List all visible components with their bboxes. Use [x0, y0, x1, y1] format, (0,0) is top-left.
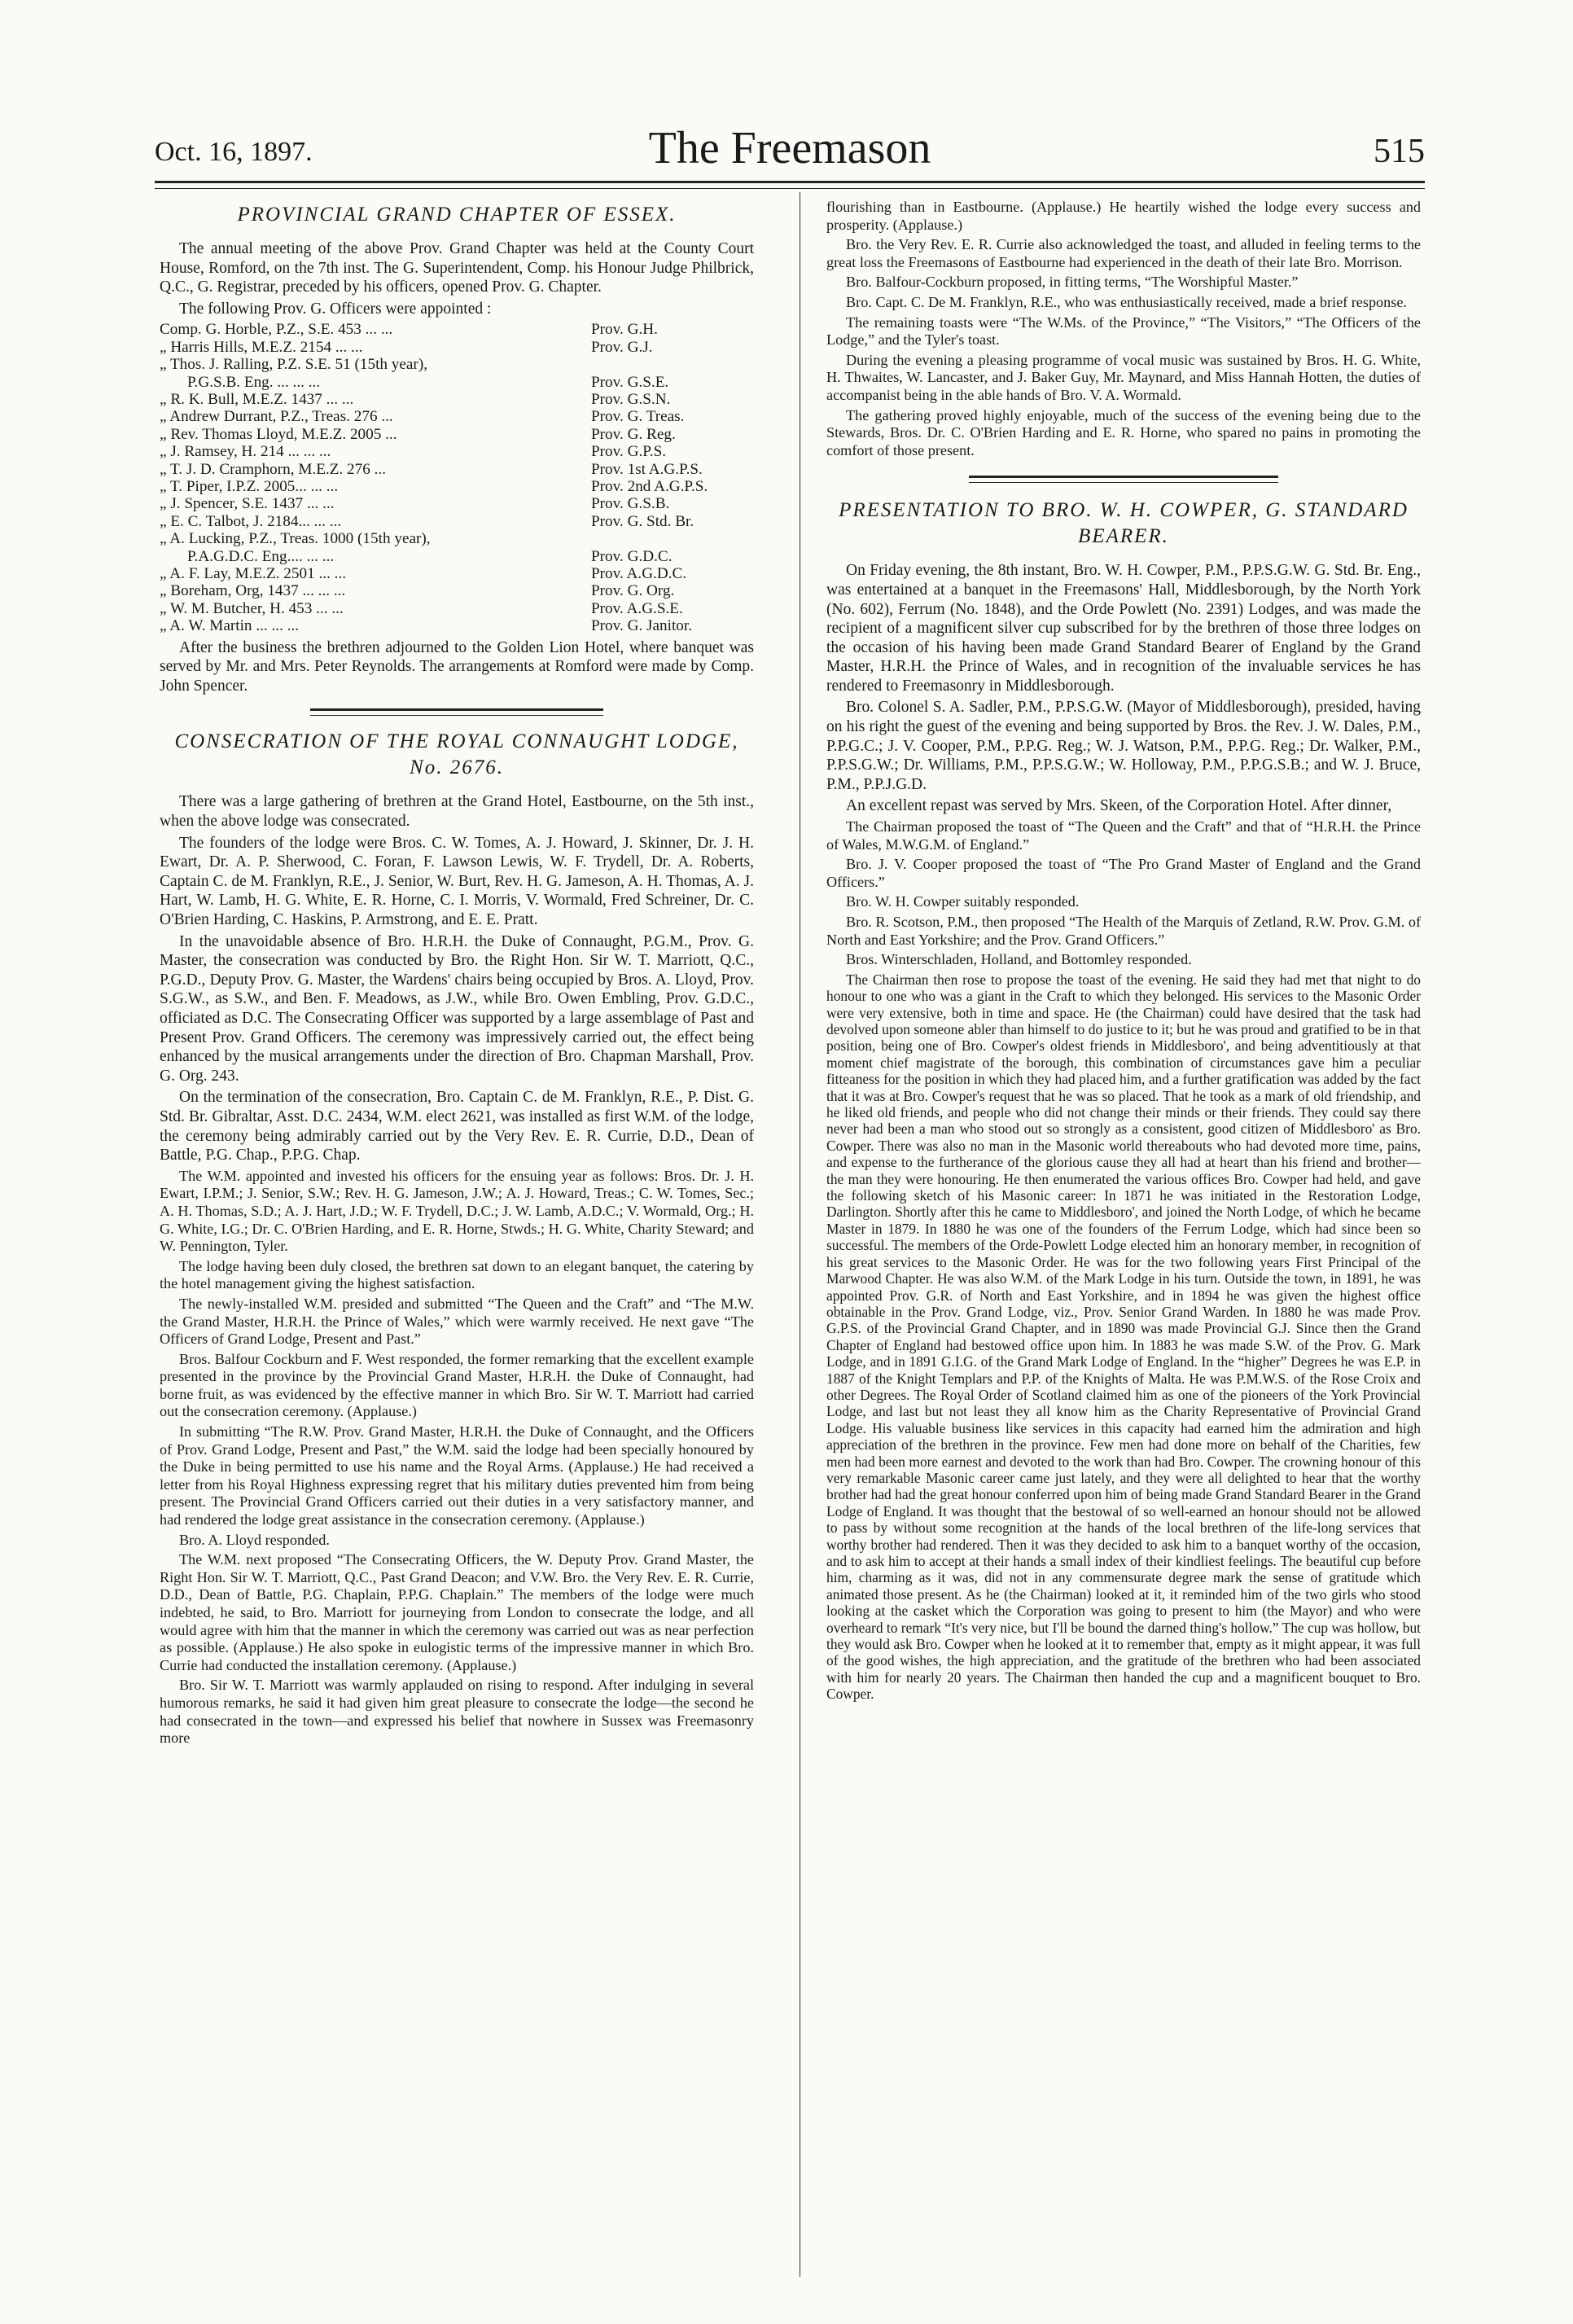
cowper-paragraph: Bros. Winterschladen, Holland, and Bottomley responded. [846, 951, 1192, 968]
connaught-paragraph: In submitting “The R.W. Prov. Grand Master, H.R.H. the Duke of Connaught, and the Officers of Prov. Grand Lodge, Present and Past,” the W.M. said the lodge had been specially honoured by the Duke in being permitted to use his name and the Royal Arms. (Applause.) He had received a letter from his Royal Highness expressing regret that his military duties prevented him from being present. The Provincial Grand Officers carried out their duties in a very satisfactory manner, and had rendered the lodge great assistance in the consecration ceremony. (Applause.) [160, 1423, 754, 1528]
connaught-paragraph: Bro. Sir W. T. Marriott was warmly applauded on rising to respond. After indulging in several humorous remarks, he said it had given him great pleasure to consecrate the lodge—the second he had consecrated in the town—and expressed his belief that nowhere in Sussex was Freemasonry more [160, 1677, 754, 1747]
officer-row: „ T. Piper, I.P.Z. 2005... ... ... Prov. 2nd A.G.P.S. [160, 478, 708, 496]
essex-heading: PROVINCIAL GRAND CHAPTER OF ESSEX. [237, 204, 677, 226]
continuation-paragraph: Bro. Balfour-Cockburn proposed, in fitting terms, “The Worshipful Master.” [846, 274, 1299, 291]
connaught-paragraph: The lodge having been duly closed, the brethren sat down to an elegant banquet, the catering by the hotel management giving the highest satisfaction. [160, 1257, 754, 1292]
cowper-paragraph: An excellent repast was served by Mrs. Skeen, of the Corporation Hotel. After dinner, [846, 797, 1392, 815]
section-rule [310, 708, 603, 716]
officer-list [160, 321, 754, 634]
continuation-paragraph: flourishing than in Eastbourne. (Applause.) He heartily wished the lodge every success and prosperity. (Applause.) [826, 199, 1421, 233]
officer-row: „ W. M. Butcher, H. 453 ... ... Prov. A.G.S.E. [160, 599, 683, 617]
cowper-small-text [826, 818, 1421, 1703]
connaught-paragraph: The newly-installed W.M. presided and submitted “The Queen and the Craft” and “The M.W. the Grand Master, H.R.H. the Prince of Wales,” which were warmly received. He next gave “The Officers of Grand Lodge, Present and Past.” [160, 1295, 754, 1348]
essex-paragraph: After the business the brethren adjourned to the Golden Lion Hotel, where banquet was served by Mr. and Mrs. Peter Reynolds. The arrangements at Romford were made by Comp. John Spencer. [160, 638, 754, 695]
connaught-paragraph: Bro. A. Lloyd responded. [179, 1531, 330, 1548]
officer-row: „ A. W. Martin ... ... ... Prov. G. Janitor. [160, 617, 693, 635]
officer-row: „ R. K. Bull, M.E.Z. 1437 ... ... Prov. G.S.N. [160, 391, 671, 408]
officer-row: „ E. C. Talbot, J. 2184... ... ... Prov. G. Std. Br. [160, 512, 694, 530]
connaught-paragraph: Bros. Balfour Cockburn and F. West responded, the former remarking that the excellent example presented in the province by the Provincial Grand Master, H.R.H. the Duke of Connaught, had borne fruit, as was evidenced by the effective manner in which Bro. Sir W. T. Marriott had carried out the consecration ceremony. (Applause.) [160, 1350, 754, 1420]
connaught-paragraph: The founders of the lodge were Bros. C. W. Tomes, A. J. Howard, J. Skinner, Dr. J. H. Ewart, Dr. A. P. Sherwood, C. Foran, F. Lawson Lewis, W. F. Trydell, Dr. A. Roberts, Captain C. de M. Franklyn, R.E., J. Senior, W. Burt, Rev. H. G. Jameson, A. H. Thomas, A. J. Hart, W. Lamb, H. G. White, E. R. Horne, C. I. Morris, V. Wormald, Fred Schreiner, Dr. C. O'Brien Harding, C. Haskins, P. Armstrong, and E. E. Pratt. [160, 834, 754, 929]
section-rule [969, 476, 1278, 483]
issue-date: Oct. 16, 1897. [155, 137, 313, 167]
officer-row: „ A. F. Lay, M.E.Z. 2501 ... ... Prov. A.G.D.C. [160, 565, 687, 583]
officer-row: „ T. J. D. Cramphorn, M.E.Z. 276 ... Prov. 1st A.G.P.S. [160, 460, 703, 478]
continuation-paragraph: Bro. the Very Rev. E. R. Currie also acknowledged the toast, and alluded in feeling terms to the great loss the Freemasons of Eastbourne had experienced in the death of their late Bro. Morrison. [826, 236, 1421, 270]
officer-row: „ A. Lucking, P.Z., Treas. 1000 (15th year), [160, 530, 431, 548]
cowper-paragraph: Bro. J. V. Cooper proposed the toast of “The Pro Grand Master of England and the Grand Officers.” [826, 856, 1421, 890]
connaught-paragraph: In the unavoidable absence of Bro. H.R.H. the Duke of Connaught, P.G.M., Prov. G. Master, the consecration was conducted by Bro. the Right Hon. Sir W. T. Marriott, Q.C., P.G.D., Deputy Prov. G. Master, the Wardens' chairs being occupied by Bros. A. Lloyd, Prov. S.G.W., as S.W., and Ben. F. Meadows, as J.W., while Bro. Owen Embling, Prov. G.D.C., officiated as D.C. The Consecrating Officer was supported by a large assemblage of Past and Present Prov. Grand Officers. The ceremony was impressively carried out, the effect being enhanced by the musical arrangements under the direction of Bro. Chapman Marshall, Prov. G. Org. 243. [160, 932, 754, 1085]
connaught-paragraph: The W.M. next proposed “The Consecrating Officers, the W. Deputy Prov. Grand Master, the Right Hon. Sir W. T. Marriott, Q.C., Past Grand Deacon; and V.W. Bro. the Very Rev. E. R. Currie, D.D., Dean of Battle, P.G. Chaplain, P.P.G. Chaplain.” The members of the lodge were much indebted, he said, to Bro. Marriott for journeying from London to consecrate the lodge, and all would agree with him that the manner in which the ceremony was carried out was as near perfection as possible. (Applause.) He also spoke in eulogistic terms of the impressive manner in which Bro. Currie had conducted the installation ceremony. (Applause.) [160, 1551, 754, 1673]
cowper-paragraph: Bro. R. Scotson, P.M., then proposed “The Health of the Marquis of Zetland, R.W. Prov. G.M. of North and East Yorkshire; and the Prov. Grand Officers.” [826, 914, 1421, 948]
connaught-heading: CONSECRATION OF THE ROYAL CONNAUGHT LODGE, No. 2676. [174, 730, 739, 779]
cowper-heading: PRESENTATION TO BRO. W. H. COWPER, G. STANDARD BEARER. [839, 499, 1409, 548]
connaught-paragraph: On the termination of the consecration, Bro. Captain C. de M. Franklyn, R.E., P. Dist. G. Std. Br. Gibraltar, Asst. D.C. 2434, W.M. elect 2621, was installed as first W.M. of the lodge, the ceremony being admirably carried out by the Very Rev. E. R. Currie, D.D., Dean of Battle, P.G. Chap., P.P.G. Chap. [160, 1089, 754, 1164]
connaught-small-text [160, 1168, 754, 1747]
cowper-paragraph: The Chairman then rose to propose the toast of the evening. He said they had met that night to do honour to one who was a giant in the Craft to which they belonged. His services to the Masonic Order were very extensive, both in time and space. He (the Chairman) could have desired that the task had devolved upon someone abler than himself to do justice to it; but he was proud and gratified to be in that position, being one of Bro. Cowper's oldest friends in Middlesboro', and being adventitiously at that moment chief magistrate of the borough, this combination of circumstances gave him a peculiar fitteaness for the position in which they had placed him, and a further gratification was added by the fact that it was at Bro. Cowper's request that he was so placed. That he took as a mark of old friendship, and he liked old friends, and people who did not change their minds or their friends. They could say there never had been a man who stood out so strongly as a consistent, good citizen of Middlesboro' as Bro. Cowper. There was also no man in the Masonic world thereabouts who had devoted more time, pains, and expense to the furtherance of the glorious cause they all had at heart than his friend and brother—the man they were honouring. He then enumerated the various offices Bro. Cowper had held, and gave the following sketch of his Masonic career: In 1871 he was initiated in the Restoration Lodge, Darlington. Shortly after this he came to Middlesboro', and joined the North Lodge, of which he became Master in 1879. In 1880 he was one of the founders of the Ferrum Lodge, which had since been so successful. The members of the Orde-Powlett Lodge elected him an honorary member, in recognition of his great services to the Masonic Order. He was for the two following years First Principal of the Marwood Chapter. He was also W.M. of the Mark Lodge in his turn. Outside the town, in 1891, he was appointed Prov. G.R. of North and East Yorkshire, and in 1894 he was given the highest office obtainable in the Prov. Grand Lodge, viz., Prov. Senior Grand Warden. In 1880 he was made Prov. G.P.S. of the Provincial Grand Chapter, and in 1890 was made Provincial G.J. Since then the Grand Chapter of England had bestowed office upon him. In 1883 he was made S.W. of the Prov. G. Mark Lodge, and in 1891 G.I.G. of the Grand Mark Lodge of England. In the “higher” Degrees he was E.P. in 1887 of the Knight Templars and P.P. of the Knights of Malta. He was P.M.W.S. of the Rose Croix and other Degrees. The Royal Order of Scotland claimed him as one of the pioneers of the York Provincial Lodge, and last but not least they all know him as the Charity Representative of Provincial Grand Lodge. His valuable business like services in this capacity had earned him the admiration and high appreciation of the brethren in the province. Few men had done more on behalf of the Charities, few men had been more earnest and devoted to the work than had Bro. Cowper. The crowning honour of this very remarkable Masonic career came just lately, and they were all delighted to hear that the worthy brother had had the great honour conferred upon him of being made Grand Standard Bearer in the Grand Lodge of England. It was thought that the bestowal of so well-earned an honour should not be allowed to pass by without some recognition at the hands of the local brethren of the life-long services that worthy brother had rendered. Then it was they decided to ask him to a banquet worthy of the occasion, and to ask him to accept at their hands a small index of their kindliest feelings. The beautiful cup before him, charming as it was, did not in any commensurate degree mark the sense of gratitude which animated those present. As he (the Chairman) looked at it, it reminded him of the two girls who stood looking at the casket which the Corporation was going to present to him (the Mayor) and who were overheard to remark “It's very nice, but I'll be bound the darned thing's hollow.” The cup was hollow, but they would ask Bro. Cowper when he looked at it to remember that, empty as it might appear, it was full of the good wishes, the high appreciation, and the gratitude of the brethren who had been associated with him for nearly 20 years. The Chairman then handed the cup and a magnificent bouquet to Bro. Cowper. [826, 971, 1421, 1703]
right-column [826, 199, 1421, 1705]
officer-row: „ Andrew Durrant, P.Z., Treas. 276 ... Prov. G. Treas. [160, 408, 685, 426]
connaught-paragraph: The W.M. appointed and invested his officers for the ensuing year as follows: Bros. Dr. J. H. Ewart, I.P.M.; J. Senior, S.W.; Rev. H. G. Jameson, J.W.; A. J. Howard, Treas.; C. W. Tomes, Sec.; A. H. Thomas, S.D.; A. J. Hart, J.D.; W. F. Trydell, D.C.; J. W. Lamb, A.D.C.; V. Wormald, Org.; H. G. White, I.G.; Dr. C. O'Brien Harding, and E. R. Horne, Stwds.; H. G. White, Charity Steward; and W. Pennington, Tyler. [160, 1167, 754, 1255]
publication-title: The Freemason [648, 123, 931, 173]
officer-row: „ Boreham, Org, 1437 ... ... ... Prov. G. Org. [160, 582, 675, 600]
continuation-paragraph: The gathering proved highly enjoyable, much of the success of the evening being due to the Stewards, Bros. Dr. C. O'Brien Harding and E. R. Horne, who spared no pains in promoting the comfort of those present. [826, 406, 1421, 458]
page-number: 515 [1374, 133, 1425, 170]
continuation-text [826, 199, 1421, 459]
officer-row: „ Thos. J. Ralling, P.Z. S.E. 51 (15th year), [160, 356, 428, 374]
continuation-paragraph: During the evening a pleasing programme of vocal music was sustained by Bros. H. G. White, H. Thwaites, W. Lancaster, and J. Baker Guy, Mr. Maynard, and Miss Hannah Hotten, the duties of accompanist being in the able hands of Bro. V. A. Wormald. [826, 351, 1421, 403]
essex-paragraph: The annual meeting of the above Prov. Grand Chapter was held at the County Court House, Romford, on the 7th inst. The G. Superintendent, Comp. his Honour Judge Philbrick, Q.C., G. Registrar, preceded by his officers, opened Prov. G. Chapter. [160, 240, 754, 296]
officer-row: P.G.S.B. Eng. ... ... ... Prov. G.S.E. [187, 373, 669, 391]
left-column [160, 199, 754, 1750]
officer-row: „ J. Spencer, S.E. 1437 ... ... Prov. G.S.B. [160, 495, 670, 513]
officer-row: „ J. Ramsey, H. 214 ... ... ... Prov. G.P.S. [160, 443, 667, 461]
masthead-rule [155, 181, 1425, 189]
cowper-paragraph: On Friday evening, the 8th instant, Bro. W. H. Cowper, P.M., P.P.S.G.W. G. Std. Br. Eng., was entertained at a banquet in the Freemasons' Hall, Middlesborough, by the North York (No. 602), Ferrum (No. 1848), and the Orde Powlett (No. 2391) Lodges, and was made the recipient of a magnificent silver cup subscribed for by the brethren of those three lodges on the occasion of his having been made Grand Standard Bearer of England by the Grand Master, H.R.H. the Prince of Wales, and in recognition of the invaluable services he has rendered to Freemasonry in Middlesborough. [826, 562, 1421, 695]
cowper-paragraph: The Chairman proposed the toast of “The Queen and the Craft” and that of “H.R.H. the Prince of Wales, M.W.G.M. of England.” [826, 818, 1421, 853]
officer-row: „ Rev. Thomas Lloyd, M.E.Z. 2005 ... Prov. G. Reg. [160, 425, 676, 443]
continuation-paragraph: Bro. Capt. C. De M. Franklyn, R.E., who was enthusiastically received, made a brief response. [846, 293, 1407, 310]
cowper-paragraph: Bro. W. H. Cowper suitably responded. [846, 893, 1080, 910]
officer-row: P.A.G.D.C. Eng.... ... ... Prov. G.D.C. [187, 547, 673, 565]
cowper-paragraph: Bro. Colonel S. A. Sadler, P.M., P.P.S.G.W. (Mayor of Middlesborough), presided, having on his right the guest of the evening and being supported by Bros. the Rev. J. W. Dales, P.M., P.P.G.C.; J. V. Cooper, P.M., P.P.G. Reg.; W. J. Watson, P.M., P.P.G. Reg.; Dr. Walker, P.M., P.P.S.G.W.; Dr. Williams, P.M., P.P.S.G.W.; W. Holloway, P.M., P.P.G.S.B.; and W. J. Bruce, P.M., P.P.J.G.D. [826, 699, 1421, 793]
connaught-paragraph: There was a large gathering of brethren at the Grand Hotel, Eastbourne, on the 5th inst., when the above lodge was consecrated. [160, 793, 754, 831]
officer-row: „ Harris Hills, M.E.Z. 2154 ... ... Prov. G.J. [160, 338, 653, 356]
officer-row: Comp. G. Horble, P.Z., S.E. 453 ... ... Prov. G.H. [160, 321, 658, 339]
continuation-paragraph: The remaining toasts were “The W.Ms. of the Province,” “The Visitors,” “The Officers of the Lodge,” and the Tyler's toast. [826, 314, 1421, 349]
masthead [155, 122, 1425, 179]
essex-paragraph: The following Prov. G. Officers were appointed : [179, 300, 492, 318]
